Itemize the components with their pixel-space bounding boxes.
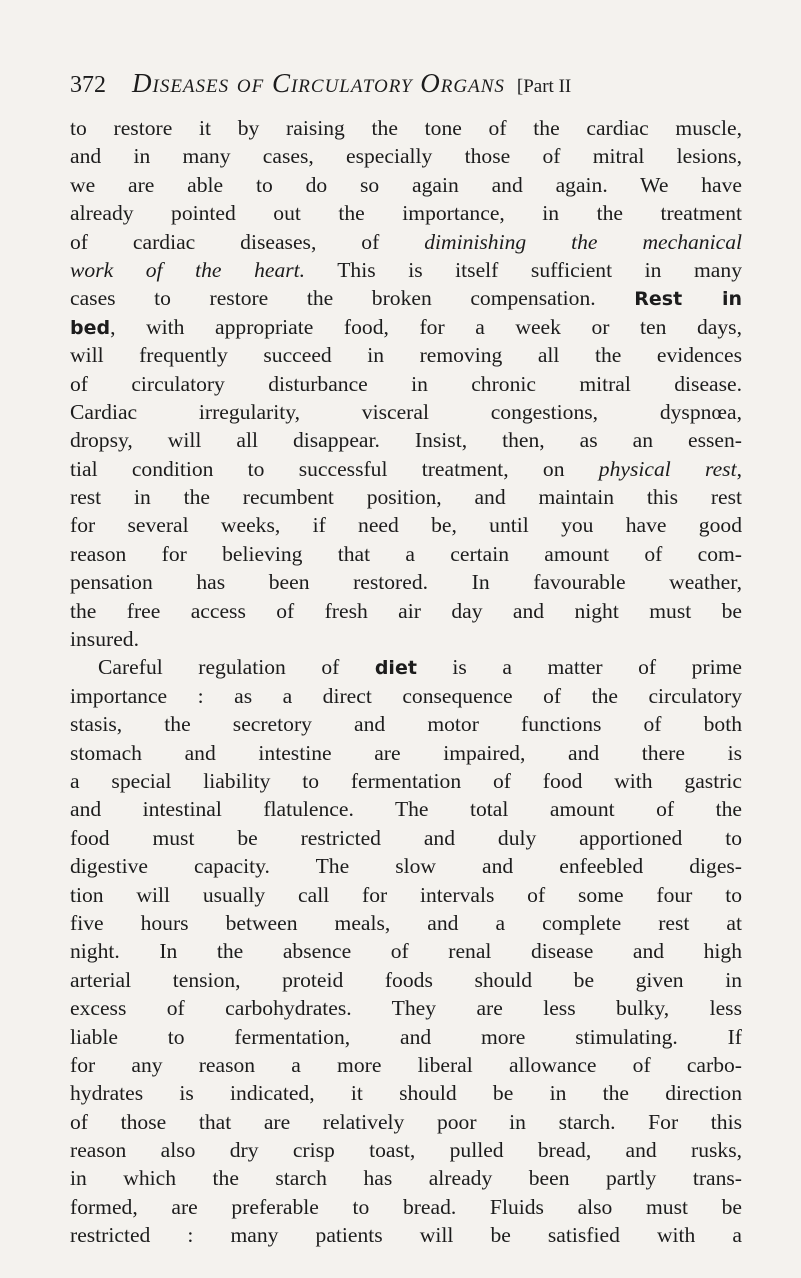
- text-line: [70, 370, 742, 398]
- text-line: [70, 1079, 742, 1107]
- text-segment: will frequently succeed in removing all the evidences: [70, 343, 742, 368]
- text-segment: tial condition to successful treatment, on: [70, 456, 599, 481]
- text-line: [70, 1051, 742, 1079]
- text-segment: pensation has been restored. In favourable weather,: [70, 570, 742, 595]
- text-line: [70, 625, 742, 653]
- italic-phrase: work of the heart.: [70, 257, 306, 282]
- text-line: [70, 398, 742, 426]
- text-segment: we are able to do so again and again. We have: [70, 172, 742, 197]
- text-segment: stomach and intestine are impaired, and there is: [70, 740, 742, 765]
- text-line: [70, 1136, 742, 1164]
- italic-phrase: diminishing the mechanical: [424, 229, 742, 254]
- text-segment: digestive capacity. The slow and enfeebled diges-: [70, 854, 742, 879]
- text-segment: of circulatory disturbance in chronic mitral disease.: [70, 371, 742, 396]
- text-line: [70, 142, 742, 170]
- text-line: [70, 937, 742, 965]
- text-line: [70, 710, 742, 738]
- text-segment: stasis, the secretory and motor functions of both: [70, 712, 742, 737]
- text-segment: insured.: [70, 627, 139, 652]
- text-segment: hydrates is indicated, it should be in the direction: [70, 1081, 742, 1106]
- text-line: [70, 795, 742, 823]
- text-line: [70, 597, 742, 625]
- text-segment: is a matter of prime: [416, 655, 742, 680]
- text-line: [70, 767, 742, 795]
- text-segment: excess of carbohydrates. They are less bulky, less: [70, 996, 742, 1021]
- text-line: [70, 682, 742, 710]
- text-segment: reason also dry crisp toast, pulled bread, and rusks,: [70, 1138, 742, 1163]
- text-line: [70, 228, 742, 256]
- text-segment: of cardiac diseases, of: [70, 229, 425, 254]
- text-line: [70, 909, 742, 937]
- text-segment: Careful regulation of: [98, 655, 375, 680]
- part-label: [Part II: [516, 76, 572, 97]
- text-segment: to restore it by raising the tone of the cardiac muscle,: [70, 116, 742, 140]
- text-line: [70, 284, 742, 312]
- italic-phrase: physical rest: [598, 456, 737, 481]
- text-line: [70, 341, 742, 369]
- text-line: [70, 171, 742, 199]
- text-line: [70, 426, 742, 454]
- text-segment: the free access of fresh air day and night must be: [70, 598, 742, 623]
- text-segment: importance : as a direct consequence of the circulatory: [70, 683, 742, 708]
- text-line: [70, 568, 742, 596]
- text-segment: of those that are relatively poor in starch. For this: [70, 1109, 742, 1134]
- text-segment: Cardiac irregularity, visceral congestions, dyspnœa,: [70, 399, 742, 424]
- text-line: [70, 1221, 742, 1249]
- text-segment: a special liability to fermentation of food with gastric: [70, 768, 742, 793]
- text-segment: food must be restricted and duly apportioned to: [70, 825, 742, 850]
- text-line: [70, 511, 742, 539]
- running-title: Diseases of Circulatory Organs: [132, 68, 505, 98]
- text-line: [70, 852, 742, 880]
- text-segment: and intestinal flatulence. The total amount of the: [70, 797, 742, 822]
- text-line: [70, 1023, 742, 1051]
- page-number: 372: [70, 72, 106, 98]
- text-segment: for any reason a more liberal allowance of carbo-: [70, 1052, 742, 1077]
- text-segment: already pointed out the importance, in the treatment: [70, 201, 742, 226]
- text-segment: for several weeks, if need be, until you have good: [70, 513, 742, 538]
- text-segment: five hours between meals, and a complete rest at: [70, 910, 742, 935]
- text-segment: night. In the absence of renal disease and high: [70, 939, 742, 964]
- text-segment: tion will usually call for intervals of some four to: [70, 882, 742, 907]
- text-line: [70, 881, 742, 909]
- text-line: [70, 824, 742, 852]
- bold-term: bed: [70, 316, 111, 339]
- text-segment: in which the starch has already been partly trans-: [70, 1166, 742, 1191]
- text-line: [70, 739, 742, 767]
- text-line: [70, 966, 742, 994]
- text-line: [70, 313, 742, 341]
- text-segment: cases to restore the broken compensation.: [70, 286, 635, 311]
- text-line: [70, 256, 742, 284]
- bold-term: diet: [374, 657, 417, 680]
- text-line: [70, 540, 742, 568]
- text-segment: ,: [736, 456, 742, 481]
- text-line: [70, 483, 742, 511]
- bold-term: Rest in: [634, 288, 742, 311]
- text-segment: arterial tension, proteid foods should be given in: [70, 967, 742, 992]
- text-segment: restricted : many patients will be satisfied with a: [70, 1223, 742, 1248]
- text-segment: This is itself sufficient in many: [305, 257, 742, 282]
- text-line: [70, 653, 742, 681]
- text-segment: formed, are preferable to bread. Fluids also must be: [70, 1194, 742, 1219]
- text-segment: rest in the recumbent position, and maintain this rest: [70, 485, 742, 510]
- text-line: [70, 114, 742, 142]
- text-segment: , with appropriate food, for a week or ten days,: [110, 314, 742, 339]
- text-segment: dropsy, will all disappear. Insist, then, as an essen-: [70, 428, 742, 453]
- text-segment: and in many cases, especially those of mitral lesions,: [70, 144, 742, 169]
- text-line: [70, 199, 742, 227]
- text-line: [70, 1193, 742, 1221]
- text-line: [70, 1108, 742, 1136]
- text-segment: liable to fermentation, and more stimulating. If: [70, 1024, 742, 1049]
- text-line: [70, 1164, 742, 1192]
- text-line: [70, 994, 742, 1022]
- text-line: [70, 455, 742, 483]
- text-segment: reason for believing that a certain amount of com-: [70, 541, 742, 566]
- page-header: [70, 68, 730, 100]
- body-text: [70, 114, 742, 1250]
